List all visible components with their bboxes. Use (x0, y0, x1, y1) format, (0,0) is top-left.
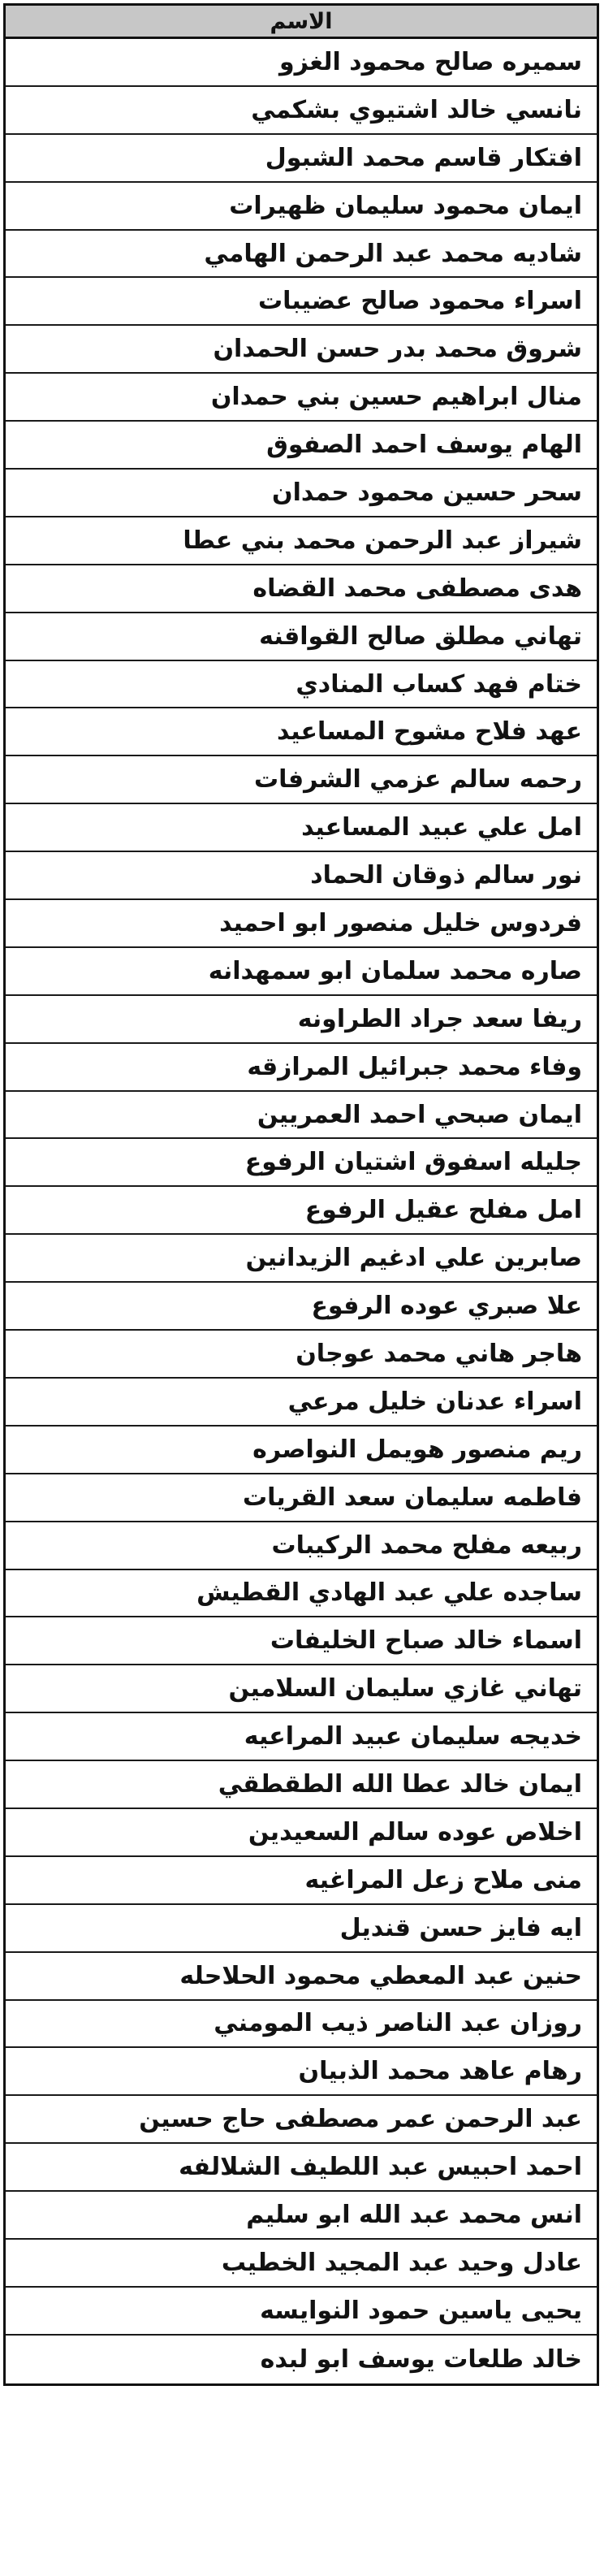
table-row: امل مفلح عقيل الرفوع (6, 1187, 597, 1235)
table-row: امل علي عبيد المساعيد (6, 804, 597, 852)
table-row: ربيعه مفلح محمد الركيبات (6, 1522, 597, 1570)
table-row: عادل وحيد عبد المجيد الخطيب (6, 2240, 597, 2288)
table-row: نور سالم ذوقان الحماد (6, 852, 597, 900)
table-row: الهام يوسف احمد الصفوق (6, 422, 597, 470)
table-row: افتكار قاسم محمد الشبول (6, 135, 597, 183)
table-row: فردوس خليل منصور ابو احميد (6, 900, 597, 948)
table-row: تهاني مطلق صالح القواقنه (6, 613, 597, 661)
table-row: علا صبري عوده الرفوع (6, 1283, 597, 1331)
table-row: يحيى ياسين حمود النوايسه (6, 2288, 597, 2336)
table-row: انس محمد عبد الله ابو سليم (6, 2192, 597, 2240)
table-row: ريم منصور هويمل النواصره (6, 1427, 597, 1474)
table-row: فاطمه سليمان سعد القريات (6, 1474, 597, 1522)
table-row: رحمه سالم عزمي الشرفات (6, 756, 597, 804)
table-row: اسراء عدنان خليل مرعي (6, 1379, 597, 1427)
table-row: ايه فايز حسن قنديل (6, 1905, 597, 1953)
table-row: اسراء محمود صالح عضيبات (6, 278, 597, 326)
table-row: شروق محمد بدر حسن الحمدان (6, 326, 597, 374)
column-header-name: الاسم (6, 6, 597, 39)
table-row: روزان عبد الناصر ذيب المومني (6, 2001, 597, 2049)
table-row: رهام عاهد محمد الذبيان (6, 2048, 597, 2096)
table-row: خالد طلعات يوسف ابو لبده (260, 2344, 582, 2374)
table-row: ايمان خالد عطا الله الطقطقي (6, 1761, 597, 1809)
table-row: ريفا سعد جراد الطراونه (6, 996, 597, 1044)
table-row: ختام فهد كساب المنادي (6, 661, 597, 709)
table-row: جليله اسفوق اشتيان الرفوع (6, 1139, 597, 1187)
table-row: صابرين علي ادغيم الزيدانين (6, 1235, 597, 1283)
table-row: سميره صالح محمود الغزو (6, 39, 597, 87)
table-row: منال ابراهيم حسين بني حمدان (6, 374, 597, 422)
table-row: تهاني غازي سليمان السلامين (6, 1665, 597, 1713)
table-row: اخلاص عوده سالم السعيدين (6, 1809, 597, 1857)
table-row: خديجه سليمان عبيد المراعيه (6, 1713, 597, 1761)
table-row: عهد فلاح مشوح المساعيد (6, 708, 597, 756)
table-row: اسماء خالد صباح الخليفات (6, 1617, 597, 1665)
table-row: عبد الرحمن عمر مصطفى حاج حسين (6, 2096, 597, 2144)
table-row: نانسي خالد اشتيوي بشكمي (6, 87, 597, 135)
table-row: سحر حسين محمود حمدان (6, 470, 597, 517)
names-list (6, 39, 597, 2383)
table-row: هدى مصطفى محمد القضاه (6, 565, 597, 613)
table-row: احمد احبيس عبد اللطيف الشلالفه (6, 2144, 597, 2192)
table-row: شيراز عبد الرحمن محمد بني عطا (6, 517, 597, 565)
table-row: صاره محمد سلمان ابو سمهدانه (6, 948, 597, 996)
table-row: حنين عبد المعطي محمود الحلاحله (6, 1953, 597, 2001)
names-table (3, 3, 599, 2386)
table-row: هاجر هاني محمد عوجان (6, 1331, 597, 1379)
table-row: شاديه محمد عبد الرحمن الهامي (6, 231, 597, 279)
table-row: وفاء محمد جبرائيل المرازقه (6, 1044, 597, 1092)
table-row: ايمان محمود سليمان ظهيرات (6, 183, 597, 231)
table-row: ايمان صبحي احمد العمريين (6, 1092, 597, 1140)
table-row: ساجده علي عبد الهادي القطيش (6, 1570, 597, 1618)
table-row: منى ملاح زعل المراغيه (6, 1857, 597, 1905)
